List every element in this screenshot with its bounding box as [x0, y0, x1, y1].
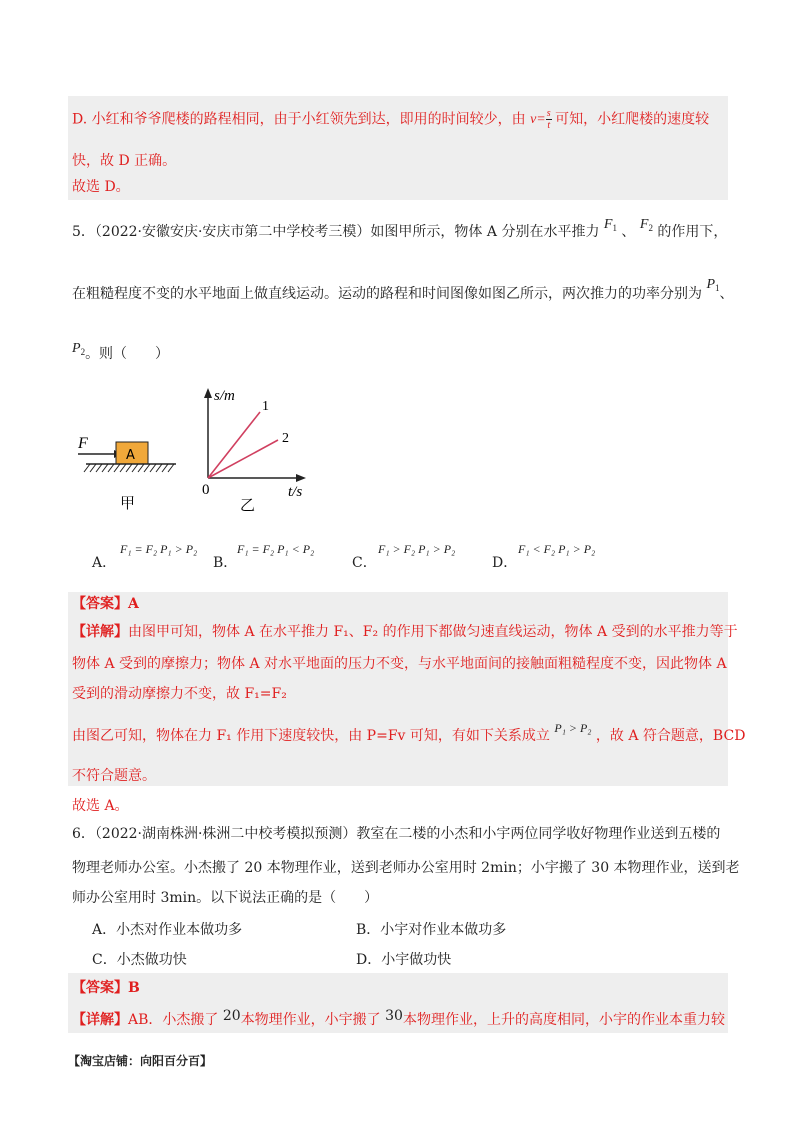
detail-n1: 20	[222, 1008, 241, 1024]
block-a-label: A	[126, 448, 135, 463]
ground-hatch	[84, 464, 174, 472]
q5-stem-line2-text: 在粗糙程度不变的水平地面上做直线运动。运动的路程和时间图像如图乙所示，两次推力的功率分别为	[72, 286, 702, 302]
q4-choose: 故选 D。	[72, 179, 130, 195]
q5-option-a[interactable]	[92, 542, 198, 572]
q5-option-b[interactable]	[213, 542, 315, 572]
q5-stem-line2	[72, 277, 734, 308]
formula-t: t	[547, 120, 551, 131]
option-letter: C．	[352, 555, 377, 571]
option-letter: A．	[92, 555, 117, 571]
f1-sub: 1	[612, 223, 617, 233]
option-formula: F₁ = F₂ P₁ > P₂	[120, 542, 198, 556]
line-1-label: 1	[262, 399, 269, 414]
p1-sub: 1	[715, 283, 720, 293]
detail-post: 本物理作业，上升的高度相同，小宇的作业本重力较	[402, 1012, 725, 1028]
detail-pre: AB．小杰搬了	[128, 1012, 219, 1028]
q5-detail-line5: 不符合题意。	[72, 768, 156, 784]
caption-left: 甲	[120, 494, 136, 512]
q5-detail-line3: 受到的滑动摩擦力不变，故 F₁=F₂	[72, 686, 287, 702]
q6-stem-line2: 物理老师办公室。小杰搬了 20 本物理作业，送到老师办公室用时 2min；小宇搬了 30 本物理作业，送到老	[72, 860, 740, 876]
q5-option-d[interactable]	[492, 542, 596, 572]
option-letter: D．	[492, 555, 518, 571]
q4-d-text-post: 可知，小红爬楼的速度较	[555, 111, 710, 128]
caption-right: 乙	[240, 496, 256, 514]
q6-option-a[interactable]: A．小杰对作业本做功多	[92, 922, 243, 938]
y-axis-label: s/m	[214, 388, 235, 404]
q4-d-line2: 快，故 D 正确。	[72, 153, 177, 169]
option-formula: F₁ = F₂ P₁ < P₂	[237, 542, 315, 556]
q5-detail-line2: 物体 A 受到的摩擦力；物体 A 对水平地面的压力不变，与水平地面间的接触面粗糙程度不变，因此物体 A	[72, 656, 727, 672]
detail-tag: 【详解】	[72, 624, 128, 640]
detail-l4-pre: 由图乙可知，物体在力 F₁ 作用下速度较快，由 P=Fv 可知，有如下关系成立	[72, 728, 550, 744]
q6-stem-line1: 6．（2022·湖南株洲·株洲二中校考模拟预测）教室在二楼的小杰和小宇两位同学收好物理作业送到五楼的	[72, 826, 721, 842]
q4-option-d-explanation	[72, 109, 709, 132]
q6-option-d[interactable]: D．小宇做功快	[356, 952, 452, 968]
f1-symbol: F	[603, 217, 613, 232]
p2-symbol: P	[72, 341, 81, 356]
q5-stem-line2-end: 、	[719, 286, 734, 302]
x-axis-arrow	[296, 474, 306, 482]
q5-option-c[interactable]	[352, 542, 456, 572]
q5-detail-line4	[72, 721, 746, 746]
q5-f2	[640, 217, 653, 232]
detail-l4-formula: P₁ > P₂	[554, 721, 592, 735]
q6-option-b[interactable]: B．小宇对作业本做功多	[356, 922, 507, 938]
force-label: F	[78, 435, 88, 452]
footer-shop: 【淘宝店铺：向阳百分百】	[68, 1054, 213, 1068]
q5-stem-line3-text: 。则（ ）	[85, 346, 170, 362]
detail-mid: 本物理作业，小宇搬了	[240, 1012, 381, 1028]
q5-answer: 【答案】A	[72, 596, 139, 612]
q5-detail-line1	[72, 622, 738, 642]
detail-tag: 【详解】	[72, 1012, 128, 1028]
p2-sub: 2	[80, 347, 86, 357]
formula-eq: =	[536, 111, 546, 127]
detail-n2: 30	[385, 1008, 403, 1024]
q5-stem-line1	[72, 217, 728, 246]
q6-answer: 【答案】B	[72, 980, 140, 996]
f2-sub: 2	[648, 223, 653, 233]
formula-v: v	[530, 111, 537, 127]
option-formula: F₁ > F₂ P₁ > P₂	[378, 542, 456, 556]
option-letter: B．	[213, 555, 238, 571]
f2-symbol: F	[639, 217, 649, 232]
detail-text: 由图甲可知，物体 A 在水平推力 F₁、F₂ 的作用下都做匀速直线运动，物体 A 受到的水平推力等于	[128, 624, 738, 640]
q6-option-c[interactable]: C．小杰做功快	[92, 952, 187, 968]
q5-p1	[706, 277, 719, 292]
q5-stem-line3	[72, 341, 170, 368]
q5-choose: 故选 A。	[72, 798, 129, 814]
q5-stem-post: 的作用下，	[657, 224, 728, 240]
formula-s: s	[546, 108, 551, 119]
q4-d-formula	[530, 108, 555, 131]
q6-stem-line3: 师办公室用时 3min。以下说法正确的是（ ）	[72, 890, 379, 906]
line-1	[208, 412, 260, 478]
q5-p2	[72, 341, 85, 356]
p1-symbol: P	[706, 277, 716, 292]
q5-figure	[72, 380, 332, 520]
option-formula: F₁ < F₂ P₁ > P₂	[518, 542, 596, 556]
line-2-label: 2	[282, 431, 289, 446]
x-axis-label: t/s	[288, 484, 303, 500]
detail-l4-post: ，故 A 符合题意，BCD	[595, 728, 746, 744]
q5-stem-text: 5．（2022·安徽安庆·安庆市第二中学校考三模）如图甲所示，物体 A 分别在水平推力	[72, 224, 600, 240]
q4-d-text-pre: D. 小红和爷爷爬楼的路程相同，由于小红领先到达，即用的时间较少，由	[72, 111, 526, 128]
q6-detail-line1	[72, 1010, 725, 1030]
y-axis-arrow	[204, 388, 212, 398]
origin-label: 0	[202, 482, 210, 498]
q5-f1	[604, 217, 617, 232]
line-2	[208, 440, 278, 478]
q5-sep: 、	[621, 224, 636, 240]
